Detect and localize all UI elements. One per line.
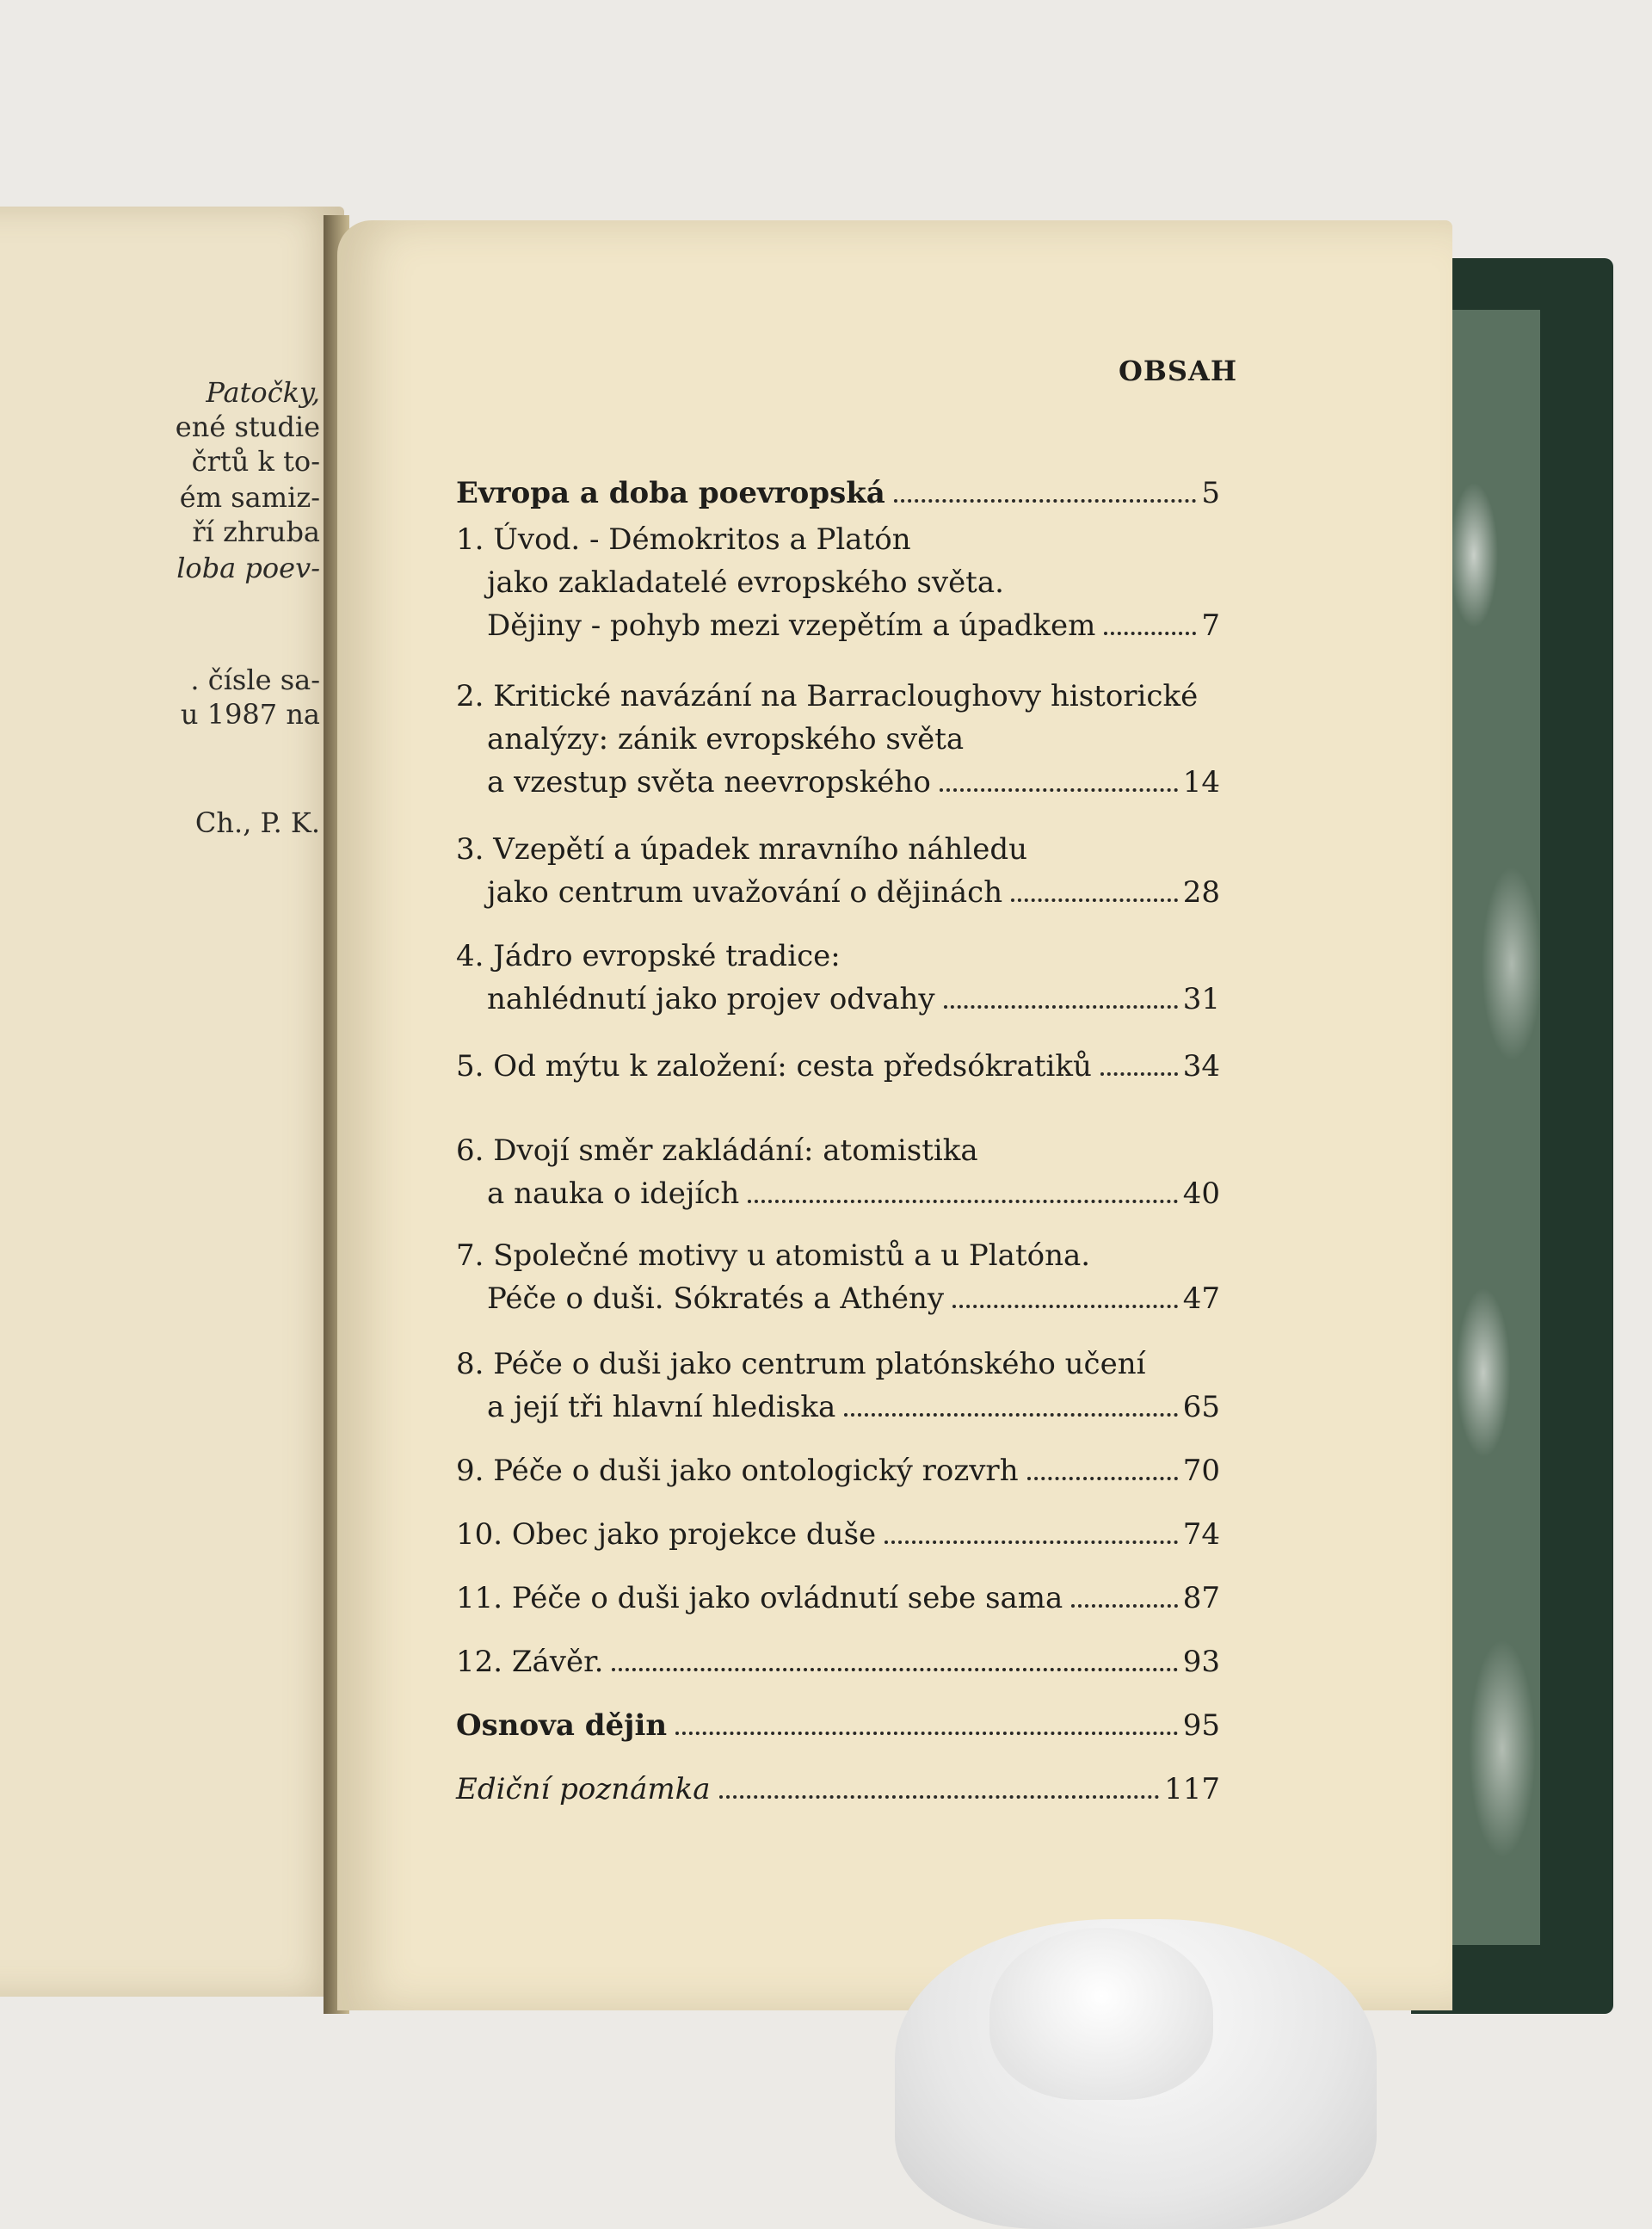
- toc-entry: [456, 1581, 1220, 1615]
- toc-entry-title: Péče o duši. Sókratés a Athény: [487, 1281, 945, 1316]
- toc-entry-title: 6. Dvojí směr zakládání: atomistika: [456, 1133, 978, 1168]
- toc-entry: [487, 1392, 1220, 1422]
- toc-heading: OBSAH: [1119, 355, 1238, 387]
- left-page-line: črtů k to-: [191, 445, 320, 478]
- left-page-line: ří zhruba: [192, 516, 320, 548]
- dot-leader: [719, 1795, 1160, 1799]
- toc-entry: [487, 1176, 1220, 1211]
- toc-page-number: 7: [1201, 608, 1220, 643]
- dot-leader: [1100, 1072, 1178, 1076]
- toc-entry-title: 4. Jádro evropské tradice:: [456, 939, 841, 973]
- toc-entry-title: nahlédnutí jako projev odvahy: [487, 982, 935, 1016]
- toc-entry-title: 10. Obec jako projekce duše: [456, 1517, 877, 1552]
- dot-leader: [1027, 1477, 1178, 1480]
- toc-entry: [456, 1645, 1220, 1679]
- dot-leader: [844, 1413, 1177, 1417]
- toc-entry-title: Dějiny - pohyb mezi vzepětím a úpadkem: [487, 608, 1096, 643]
- toc-entry: [487, 982, 1220, 1016]
- toc-entry-title: 1. Úvod. - Démokritos a Platón: [456, 522, 911, 557]
- glove-thumb: [989, 1928, 1213, 2100]
- toc-entry-title: 7. Společné motivy u atomistů a u Platóna.: [456, 1238, 1091, 1273]
- toc-entry-title: 9. Péče o duši jako ontologický rozvrh: [456, 1454, 1019, 1488]
- toc-entry: [456, 1049, 1220, 1084]
- dot-leader: [1071, 1604, 1177, 1608]
- toc-page-number: 40: [1182, 1176, 1220, 1211]
- left-page-line: u 1987 na: [180, 698, 320, 731]
- left-page-line: loba poev-: [176, 552, 320, 584]
- toc-entry-title: 12. Závěr.: [456, 1645, 604, 1679]
- left-page-line: . čísle sa-: [190, 664, 320, 696]
- toc-entry-title: a vzestup světa neevropského: [487, 765, 931, 800]
- toc-page-number: 47: [1182, 1281, 1220, 1316]
- toc-entry-title: 2. Kritické navázání na Barracloughovy historické: [456, 679, 1199, 713]
- dot-leader: [952, 1305, 1178, 1308]
- toc-page-number: 74: [1182, 1517, 1220, 1552]
- cover-marbled-edge: [1446, 310, 1540, 1945]
- toc-entry: [456, 1772, 1220, 1806]
- toc-page-number: 34: [1182, 1049, 1220, 1084]
- toc-entry-title: Ediční poznámka: [456, 1772, 711, 1806]
- toc-entry-title: 3. Vzepětí a úpadek mravního náhledu: [456, 832, 1028, 867]
- toc-page-number: 5: [1201, 476, 1220, 510]
- toc-entry-title: 8. Péče o duši jako centrum platónského učení: [456, 1347, 1146, 1381]
- toc-page-number: 70: [1182, 1454, 1220, 1488]
- toc-page-number: 93: [1182, 1645, 1220, 1679]
- toc-page-number: 117: [1164, 1772, 1220, 1806]
- dot-leader: [940, 788, 1178, 792]
- toc-page-number: 28: [1182, 875, 1220, 910]
- toc-page-number: 95: [1182, 1708, 1220, 1743]
- dot-leader: [748, 1200, 1178, 1203]
- dot-leader: [885, 1541, 1178, 1544]
- toc-entry-title: Osnova dějin: [456, 1708, 668, 1743]
- toc-page-number: 14: [1182, 765, 1220, 800]
- toc-entry: [456, 1708, 1220, 1743]
- toc-entry-title: analýzy: zánik evropského světa: [487, 722, 965, 756]
- toc-entry: [487, 765, 1220, 800]
- toc-entry-title: 5. Od mýtu k založení: cesta předsókratiků: [456, 1049, 1092, 1084]
- toc-entry: [456, 1454, 1220, 1488]
- toc-entry: [456, 476, 1220, 510]
- dot-leader: [894, 499, 1197, 503]
- toc-page-number: 65: [1182, 1390, 1220, 1424]
- left-page-line: Patočky,: [206, 376, 320, 409]
- dot-leader: [612, 1668, 1177, 1671]
- toc-entry: [487, 875, 1220, 910]
- left-page-line: Ch., P. K.: [194, 806, 320, 839]
- toc-page-number: 87: [1182, 1581, 1220, 1615]
- left-page: [0, 207, 344, 1997]
- toc-entry-title: Evropa a doba poevropská: [456, 476, 885, 510]
- dot-leader: [944, 1005, 1178, 1009]
- toc-entry-title: jako zakladatelé evropského světa.: [487, 565, 1004, 600]
- toc-entry: [487, 608, 1220, 643]
- toc-entry-title: jako centrum uvažování o dějinách: [487, 875, 1003, 910]
- left-page-line: ém samiz-: [179, 481, 320, 514]
- toc-entry-title: a nauka o idejích: [487, 1176, 740, 1211]
- toc-entry-title: 11. Péče o duši jako ovládnutí sebe sama: [456, 1581, 1063, 1615]
- toc-entry: [487, 1281, 1220, 1316]
- toc-entry: [456, 1517, 1220, 1552]
- toc-page-number: 31: [1182, 982, 1220, 1016]
- dot-leader: [1011, 898, 1178, 902]
- toc-entry-title: a její tři hlavní hlediska: [487, 1390, 836, 1424]
- dot-leader: [1104, 632, 1196, 635]
- left-page-line: ené studie: [175, 411, 320, 443]
- dot-leader: [675, 1732, 1178, 1735]
